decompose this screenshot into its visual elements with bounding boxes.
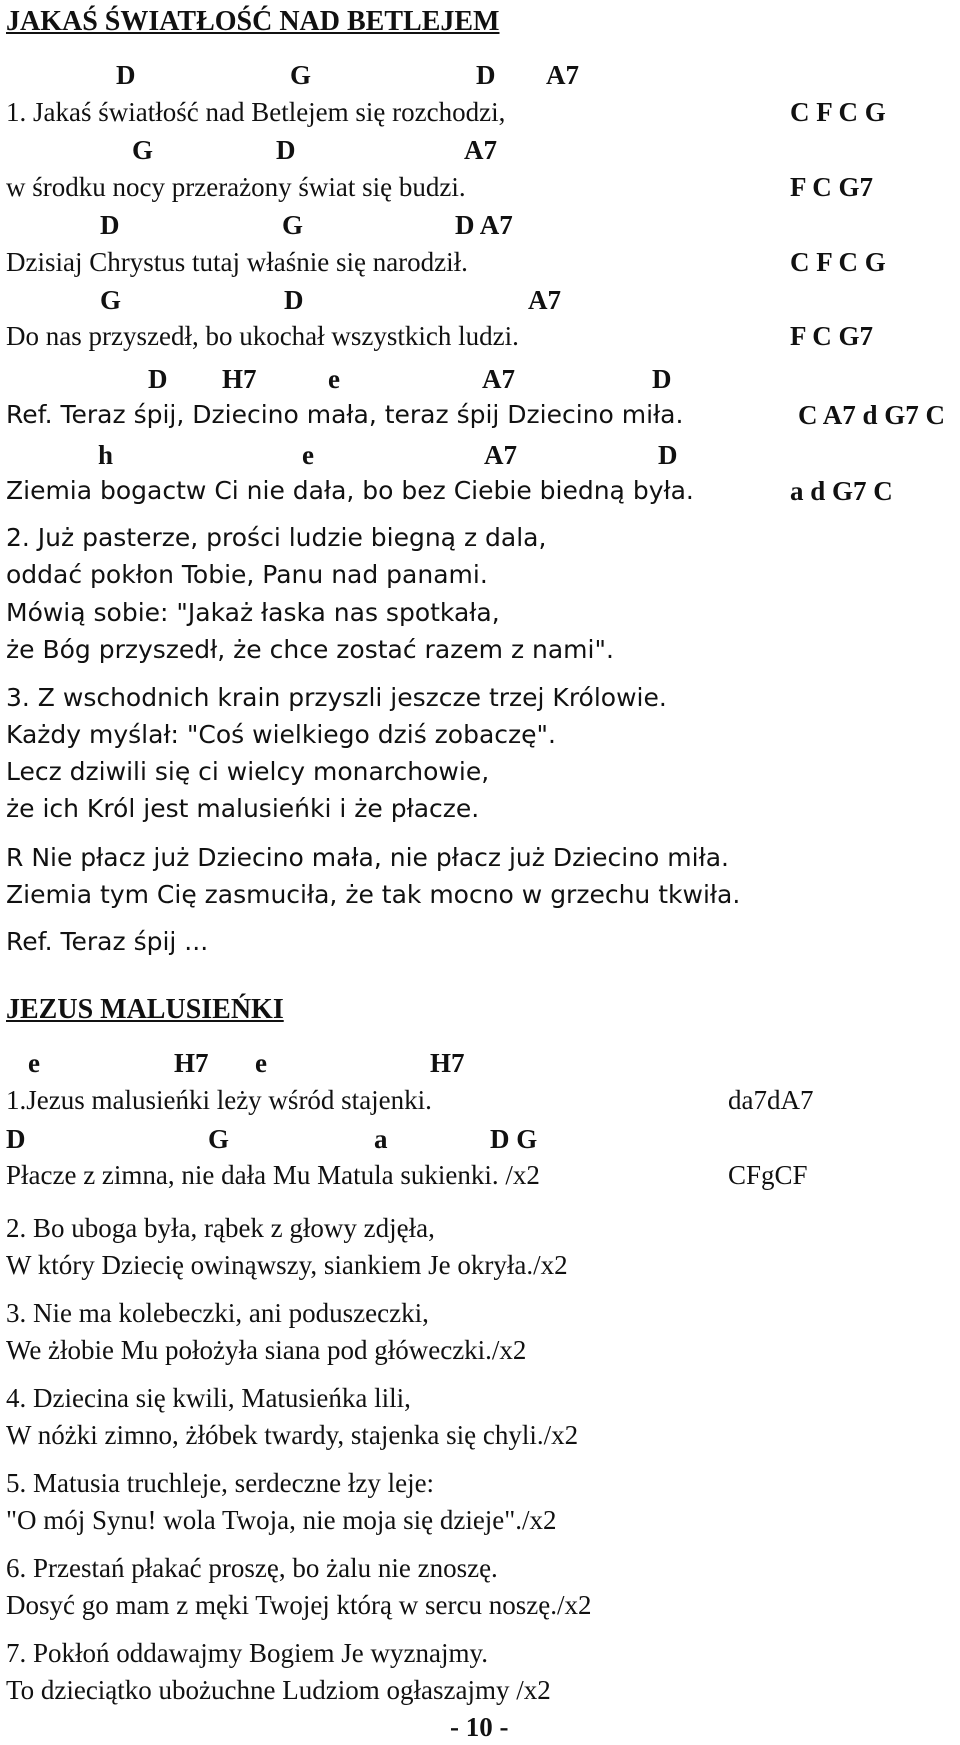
side-chords: C F C G bbox=[790, 247, 886, 277]
chord: G bbox=[282, 210, 304, 240]
lyric-line: że ich Król jest malusieńki i że płacze. bbox=[6, 794, 480, 823]
lyric-line: 4. Dziecina się kwili, Matusieńka lili, bbox=[6, 1383, 411, 1413]
chord: e bbox=[255, 1048, 267, 1078]
side-chords: C A7 d G7 C bbox=[798, 400, 946, 430]
lyric-line: Każdy myślał: "Coś wielkiego dziś zobaczę". bbox=[6, 720, 556, 749]
chord: A7 bbox=[528, 285, 561, 315]
side-chords: a d G7 C bbox=[790, 476, 893, 506]
lyric-line: w środku nocy przerażony świat się budzi. bbox=[6, 172, 466, 202]
refrain-line: Ziemia tym Cię zasmuciła, że tak mocno w grzechu tkwiła. bbox=[6, 880, 741, 909]
lyric-line: 1. Jakaś światłość nad Betlejem się rozchodzi, bbox=[6, 97, 506, 127]
chord: G bbox=[208, 1124, 230, 1154]
lyric-line: Dosyć go mam z męki Twojej którą w sercu noszę./x2 bbox=[6, 1590, 592, 1620]
chord: H7 bbox=[430, 1048, 465, 1078]
lyric-line: Mówią sobie: "Jakaż łaska nas spotkała, bbox=[6, 598, 500, 627]
chord: D bbox=[652, 364, 672, 394]
lyric-line: Dzisiaj Chrystus tutaj właśnie się narodził. bbox=[6, 247, 468, 277]
chord: D bbox=[658, 440, 678, 470]
lyric-line: że Bóg przyszedł, że chce zostać razem z nami". bbox=[6, 635, 614, 664]
chord: e bbox=[28, 1048, 40, 1078]
lyric-line: We żłobie Mu położyła siana pod główeczki./x2 bbox=[6, 1335, 527, 1365]
page-number: - 10 - bbox=[450, 1712, 509, 1742]
side-chords: F C G7 bbox=[790, 172, 873, 202]
chord: h bbox=[98, 440, 114, 470]
chord: D bbox=[276, 135, 296, 165]
chord: G bbox=[290, 60, 312, 90]
lyric-line: 6. Przestań płakać proszę, bo żalu nie znoszę. bbox=[6, 1553, 498, 1583]
chord: D bbox=[284, 285, 304, 315]
chord: H7 bbox=[222, 364, 257, 394]
refrain-line: Ref. Teraz śpij, Dziecino mała, teraz śpij Dziecino miła. bbox=[6, 400, 684, 429]
lyric-line: "O mój Synu! wola Twoja, nie moja się dzieje"./x2 bbox=[6, 1505, 557, 1535]
chord: D bbox=[116, 60, 136, 90]
side-chords: C F C G bbox=[790, 97, 886, 127]
refrain-line: Ziemia bogactw Ci nie dała, bo bez Ciebie biedną była. bbox=[6, 476, 694, 505]
chord: D bbox=[476, 60, 496, 90]
lyric-line: Płacze z zimna, nie dała Mu Matula sukienki. /x2 bbox=[6, 1160, 540, 1190]
lyric-line: 3. Nie ma kolebeczki, ani poduszeczki, bbox=[6, 1298, 429, 1328]
lyric-line: To dzieciątko ubożuchne Ludziom ogłaszajmy /x2 bbox=[6, 1675, 551, 1705]
chord: A7 bbox=[464, 135, 497, 165]
chord: G bbox=[100, 285, 122, 315]
chord: D bbox=[100, 210, 120, 240]
lyric-line: W który Dziecię owinąwszy, siankiem Je okryła./x2 bbox=[6, 1250, 568, 1280]
chord: D A7 bbox=[455, 210, 513, 240]
chord: D bbox=[148, 364, 168, 394]
lyric-line: 2. Już pasterze, prości ludzie biegną z dala, bbox=[6, 523, 547, 552]
chord: D bbox=[6, 1124, 26, 1154]
lyric-line: 7. Pokłoń oddawajmy Bogiem Je wyznajmy. bbox=[6, 1638, 488, 1668]
side-chords: CFgCF bbox=[728, 1160, 808, 1190]
lyric-line: 1.Jezus malusieńki leży wśród stajenki. bbox=[6, 1085, 432, 1115]
lyric-line: Lecz dziwili się ci wielcy monarchowie, bbox=[6, 757, 490, 786]
song-title: JEZUS MALUSIEŃKI bbox=[6, 994, 284, 1025]
chord: D G bbox=[490, 1124, 538, 1154]
lyric-line: oddać pokłon Tobie, Panu nad panami. bbox=[6, 560, 488, 589]
chord: a bbox=[374, 1124, 388, 1154]
chord: A7 bbox=[484, 440, 517, 470]
lyric-line: W nóżki zimno, żłóbek twardy, stajenka się chyli./x2 bbox=[6, 1420, 579, 1450]
lyric-line: 5. Matusia truchleje, serdeczne łzy leje: bbox=[6, 1468, 435, 1498]
chord: e bbox=[302, 440, 314, 470]
lyric-line: Do nas przyszedł, bo ukochał wszystkich ludzi. bbox=[6, 321, 519, 351]
chord: A7 bbox=[482, 364, 515, 394]
chord: A7 bbox=[546, 60, 579, 90]
chord: e bbox=[328, 364, 340, 394]
refrain-line: R Nie płacz już Dziecino mała, nie płacz już Dziecino miła. bbox=[6, 843, 729, 872]
refrain-repeat: Ref. Teraz śpij ... bbox=[6, 927, 209, 956]
lyric-line: 2. Bo uboga była, rąbek z głowy zdjęła, bbox=[6, 1213, 435, 1243]
side-chords: F C G7 bbox=[790, 321, 873, 351]
song-title: JAKAŚ ŚWIATŁOŚĆ NAD BETLEJEM bbox=[6, 6, 500, 37]
chord: G bbox=[132, 135, 154, 165]
lyric-line: 3. Z wschodnich krain przyszli jeszcze trzej Królowie. bbox=[6, 683, 667, 712]
chord: H7 bbox=[174, 1048, 209, 1078]
side-chords: da7dA7 bbox=[728, 1085, 814, 1115]
